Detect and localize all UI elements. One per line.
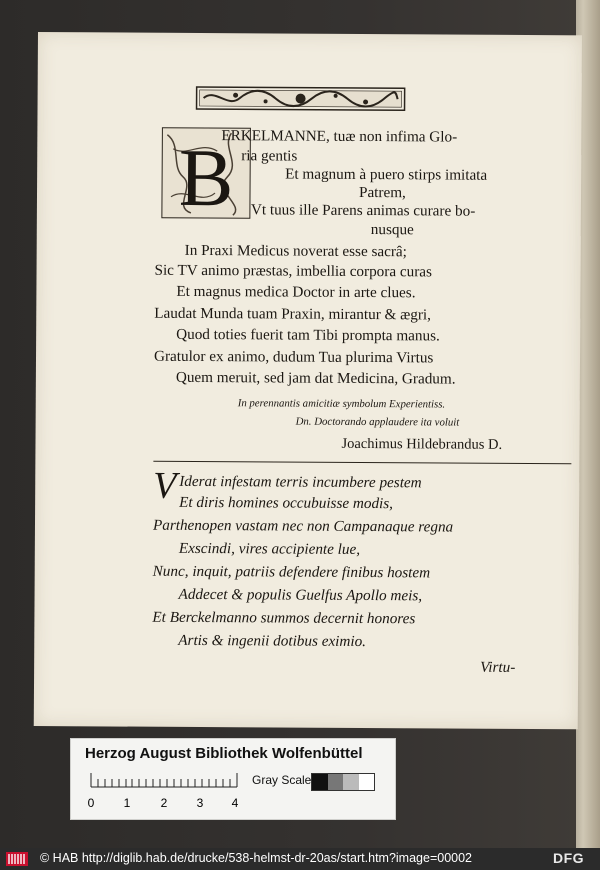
poem1-line: Et magnus medica Doctor in arte clues. — [176, 282, 416, 302]
ruler-number: 0 — [87, 796, 95, 810]
flag-icon — [6, 852, 28, 866]
document-page — [34, 32, 582, 729]
poem1-line: In Praxi Medicus noverat esse sacrâ; — [184, 241, 407, 261]
ornamental-headpiece-icon — [196, 85, 406, 112]
initial-letter-v: V — [153, 464, 177, 507]
catchword: Virtu- — [480, 658, 516, 676]
library-name: Herzog August Bibliothek Wolfenbüttel — [85, 745, 363, 762]
poem1-line: ria gentis — [241, 147, 298, 165]
dedication-line: In perennantis amicitiæ symbolum Experientiss. — [237, 397, 446, 411]
poem2-line: Addecet & populis Guelfus Apollo meis, — [178, 585, 423, 605]
poem1-line: Et magnum à puero stirps imitata — [285, 165, 488, 184]
poem1-line: nusque — [370, 221, 414, 239]
gray-scale-label: Gray Scale — [252, 773, 312, 787]
poem2-line: Parthenopen vastam nec non Campanaque regna — [152, 516, 454, 536]
poem2-line: Nunc, inquit, patriis defendere finibus hostem — [152, 562, 431, 582]
swatch-white — [359, 774, 375, 790]
ruler-number: 1 — [123, 796, 131, 810]
signature: Joachimus Hildebrandus D. — [341, 435, 503, 453]
poem1-line: Gratulor ex animo, dudum Tua plurima Virtus — [153, 347, 434, 367]
gray-scale-swatches — [311, 773, 375, 791]
poem1-line: Laudat Munda tuam Praxin, mirantur & ægri, — [154, 304, 432, 324]
poem2-line: Iderat infestam terris incumbere pestem — [179, 472, 422, 492]
dfg-logo: DFG — [553, 850, 585, 866]
library-label-card — [70, 738, 396, 820]
poem2-line: Et diris homines occubuisse modis, — [179, 493, 394, 513]
poem1-line: Patrem, — [358, 183, 406, 202]
poem1-line: Sic TV animo præstas, imbellia corpora curas — [154, 261, 432, 281]
swatch-gray — [328, 774, 344, 790]
initial-letter: B — [178, 131, 234, 224]
poem1-line: Quod toties fuerit tam Tibi prompta manus. — [176, 325, 440, 345]
footer-bar — [0, 848, 600, 870]
divider-rule — [153, 461, 571, 465]
copyright-url-link[interactable]: © HAB http://diglib.hab.de/drucke/538-helmst-dr-20as/start.htm?image=00002 — [40, 851, 473, 865]
poem2-line: Exscindi, vires accipiente lue, — [178, 539, 361, 558]
ruler-number: 3 — [196, 796, 204, 810]
poem1-line: ERKELMANNE, tuæ non infima Glo- — [221, 127, 458, 146]
dedication-line: Dn. Doctorando applaudere ita voluit — [295, 415, 460, 429]
poem1-line: Vt tuus ille Parens animas curare bo- — [250, 201, 476, 220]
ruler-number: 4 — [231, 796, 239, 810]
measurement-ruler — [89, 767, 239, 811]
poem2-line: Et Berckelmanno summos decernit honores — [152, 608, 416, 628]
swatch-black — [312, 774, 328, 790]
poem2-line: Artis & ingenii dotibus eximio. — [178, 631, 367, 651]
ruler-number: 2 — [160, 796, 168, 810]
poem1-line: Quem meruit, sed jam dat Medicina, Gradum. — [175, 368, 456, 388]
swatch-light-gray — [343, 774, 359, 790]
